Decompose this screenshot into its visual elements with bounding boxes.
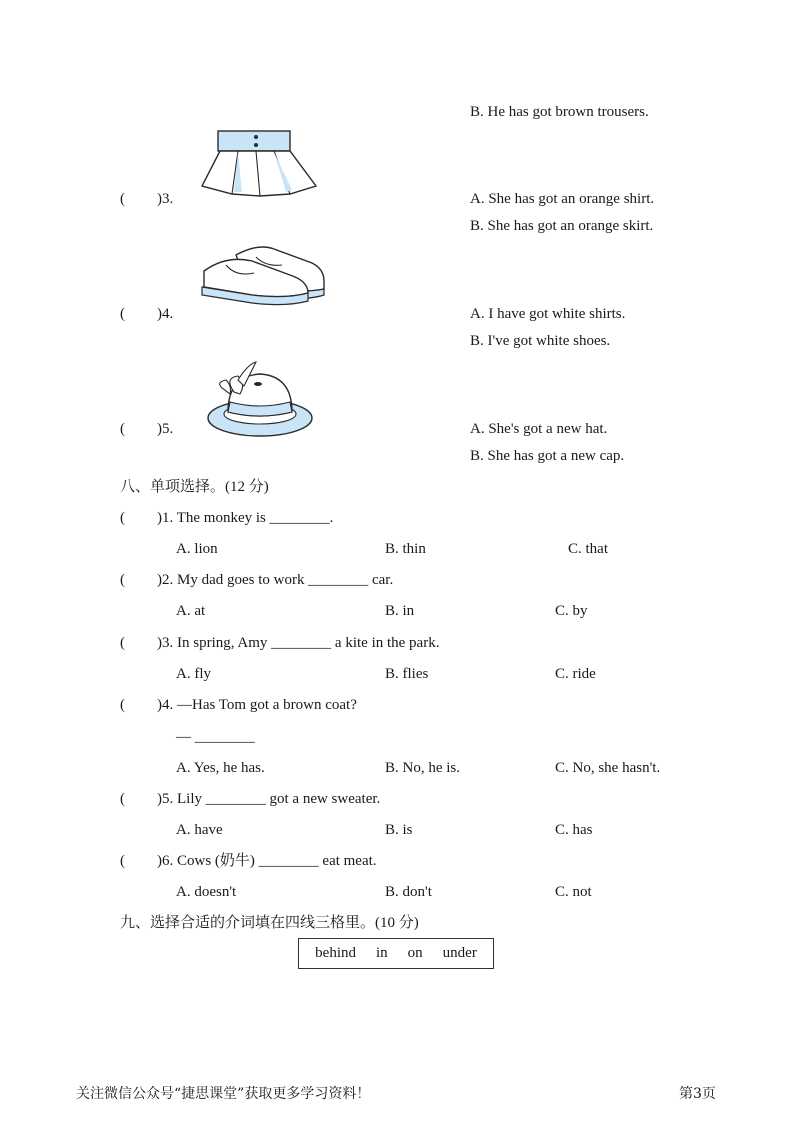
s8-q6-option-b: B. don't <box>385 884 432 900</box>
s8-q5-option-a: A. have <box>176 822 223 838</box>
s8-q5-stem: )5. Lily ________ got a new sweater. <box>157 791 381 807</box>
word-bank-box <box>298 938 494 969</box>
q5-paren: ( <box>120 421 125 437</box>
s8-q5-option-c: C. has <box>555 822 593 838</box>
hat-illustration <box>204 358 316 440</box>
s8-q2-stem: )2. My dad goes to work ________ car. <box>157 572 394 588</box>
s8-q6-option-a: A. doesn't <box>176 884 237 900</box>
s8-q5-option-b: B. is <box>385 822 413 838</box>
s8-q5-paren: ( <box>120 791 125 807</box>
s8-q4-option-a: A. Yes, he has. <box>176 760 265 776</box>
skirt-illustration <box>198 128 322 200</box>
q3-option-a: A. She has got an orange shirt. <box>470 191 655 207</box>
word-bank-item: behind <box>315 945 356 961</box>
word-bank-item: on <box>407 945 423 961</box>
s8-q4-paren: ( <box>120 697 125 713</box>
s8-q1-paren: ( <box>120 510 125 526</box>
q5-option-a: A. She's got a new hat. <box>470 421 608 437</box>
s8-q2-option-b: B. in <box>385 603 415 619</box>
q3-paren: ( <box>120 191 125 207</box>
s8-q2-option-a: A. at <box>176 603 206 619</box>
q5-option-b: B. She has got a new cap. <box>470 448 625 464</box>
s8-q3-option-c: C. ride <box>555 666 596 682</box>
s8-q6-paren: ( <box>120 853 125 869</box>
q4-number: )4. <box>157 306 174 322</box>
s8-q2-paren: ( <box>120 572 125 588</box>
s8-q4-answer-line: — ________ <box>176 729 255 745</box>
word-bank-item: in <box>376 945 388 961</box>
s8-q3-option-b: B. flies <box>385 666 429 682</box>
section8-heading: 八、单项选择。(12 分) <box>120 479 269 495</box>
q2-option-b: B. He has got brown trousers. <box>470 104 649 120</box>
s8-q1-option-a: A. lion <box>176 541 218 557</box>
s8-q2-option-c: C. by <box>555 603 588 619</box>
s8-q3-option-a: A. fly <box>176 666 211 682</box>
q3-number: )3. <box>157 191 174 207</box>
s8-q1-stem: )1. The monkey is ________. <box>157 510 334 526</box>
q4-option-a: A. I have got white shirts. <box>470 306 626 322</box>
section9-heading: 九、选择合适的介词填在四线三格里。(10 分) <box>120 915 419 931</box>
q4-option-b: B. I've got white shoes. <box>470 333 611 349</box>
s8-q4-option-b: B. No, he is. <box>385 760 460 776</box>
s8-q1-option-b: B. thin <box>385 541 426 557</box>
s8-q4-option-c: C. No, she hasn't. <box>555 760 661 776</box>
s8-q3-paren: ( <box>120 635 125 651</box>
footer-notice: 关注微信公众号“捷思课堂”获取更多学习资料！ <box>76 1086 371 1102</box>
s8-q6-stem: )6. Cows (奶牛) ________ eat meat. <box>157 853 377 869</box>
s8-q6-option-c: C. not <box>555 884 592 900</box>
q4-paren: ( <box>120 306 125 322</box>
s8-q1-option-c: C. that <box>568 541 608 557</box>
q5-number: )5. <box>157 421 174 437</box>
s8-q3-stem: )3. In spring, Amy ________ a kite in the park. <box>157 635 440 651</box>
shoes-illustration <box>196 243 328 309</box>
s8-q4-stem: )4. —Has Tom got a brown coat? <box>157 697 357 713</box>
word-bank-item: under <box>442 945 477 961</box>
q3-option-b: B. She has got an orange skirt. <box>470 218 654 234</box>
page-number: 第3页 <box>679 1086 716 1102</box>
